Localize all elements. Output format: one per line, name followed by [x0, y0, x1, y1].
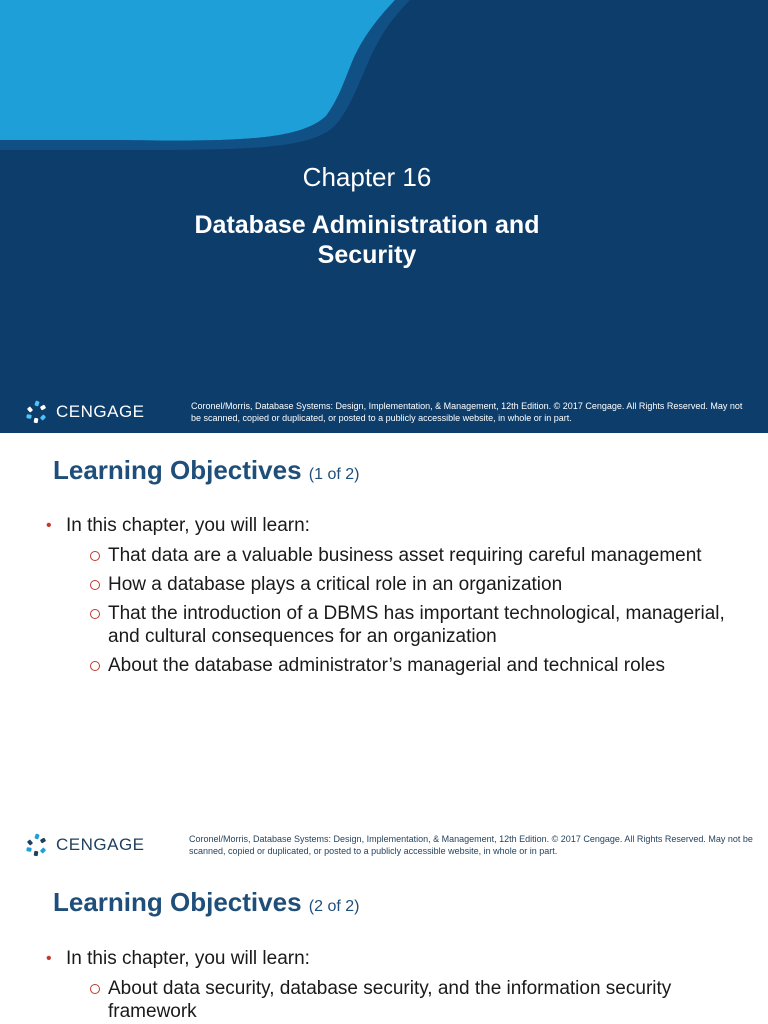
list-item: That data are a valuable business asset requiring careful management [66, 544, 744, 567]
cengage-logo [26, 400, 145, 424]
learning-objectives-slide-2 [0, 863, 768, 1024]
intro-text: In this chapter, you will learn: [66, 948, 310, 969]
slide-heading [53, 887, 359, 918]
list-item: That the introduction of a DBMS has important technological, managerial, and cultural consequences for an organization [66, 602, 744, 648]
learning-objectives-slide-1 [0, 433, 768, 863]
heading-text: Learning Objectives [53, 455, 302, 485]
list-item: About data security, database security, and the information security framework [66, 977, 744, 1023]
title-slide-footer [0, 392, 768, 433]
cengage-logo-text: CENGAGE [56, 402, 145, 421]
list-item: How a database plays a critical role in an organization [66, 573, 744, 596]
cengage-logo-text: CENGAGE [56, 835, 145, 854]
sub-list [66, 544, 744, 677]
list-item [44, 947, 744, 1023]
slide-count: (2 of 2) [308, 898, 360, 915]
cengage-mark-icon [26, 400, 50, 424]
chapter-label: Chapter 16 [302, 162, 432, 192]
slide-count: (1 of 2) [308, 466, 360, 483]
objectives-list [44, 947, 744, 1024]
chapter-title: Database Administration and Security [194, 211, 540, 269]
heading-text: Learning Objectives [53, 887, 302, 917]
copyright-notice: Coronel/Morris, Database Systems: Design, Implementation, & Management, 12th Edition. © 2017 Cengage. All Rights Reserved. May not be scanned, copied or duplicated, or posted to a publicly accessible website, in whole or in part. [191, 401, 743, 423]
slide-heading [53, 455, 359, 486]
cengage-mark-icon [26, 833, 50, 857]
copyright-notice: Coronel/Morris, Database Systems: Design, Implementation, & Management, 12th Edition. © 2017 Cengage. All Rights Reserved. May not be scanned, copied or duplicated, or posted to a publicly accessible website, in whole or in part. [189, 834, 753, 856]
list-item: About the database administrator’s managerial and technical roles [66, 654, 744, 677]
title-block [0, 160, 734, 270]
list-item [44, 514, 744, 677]
objectives-list [44, 514, 744, 683]
cengage-logo [26, 833, 145, 857]
title-slide [0, 0, 768, 433]
intro-text: In this chapter, you will learn: [66, 515, 310, 536]
sub-list [66, 977, 744, 1023]
